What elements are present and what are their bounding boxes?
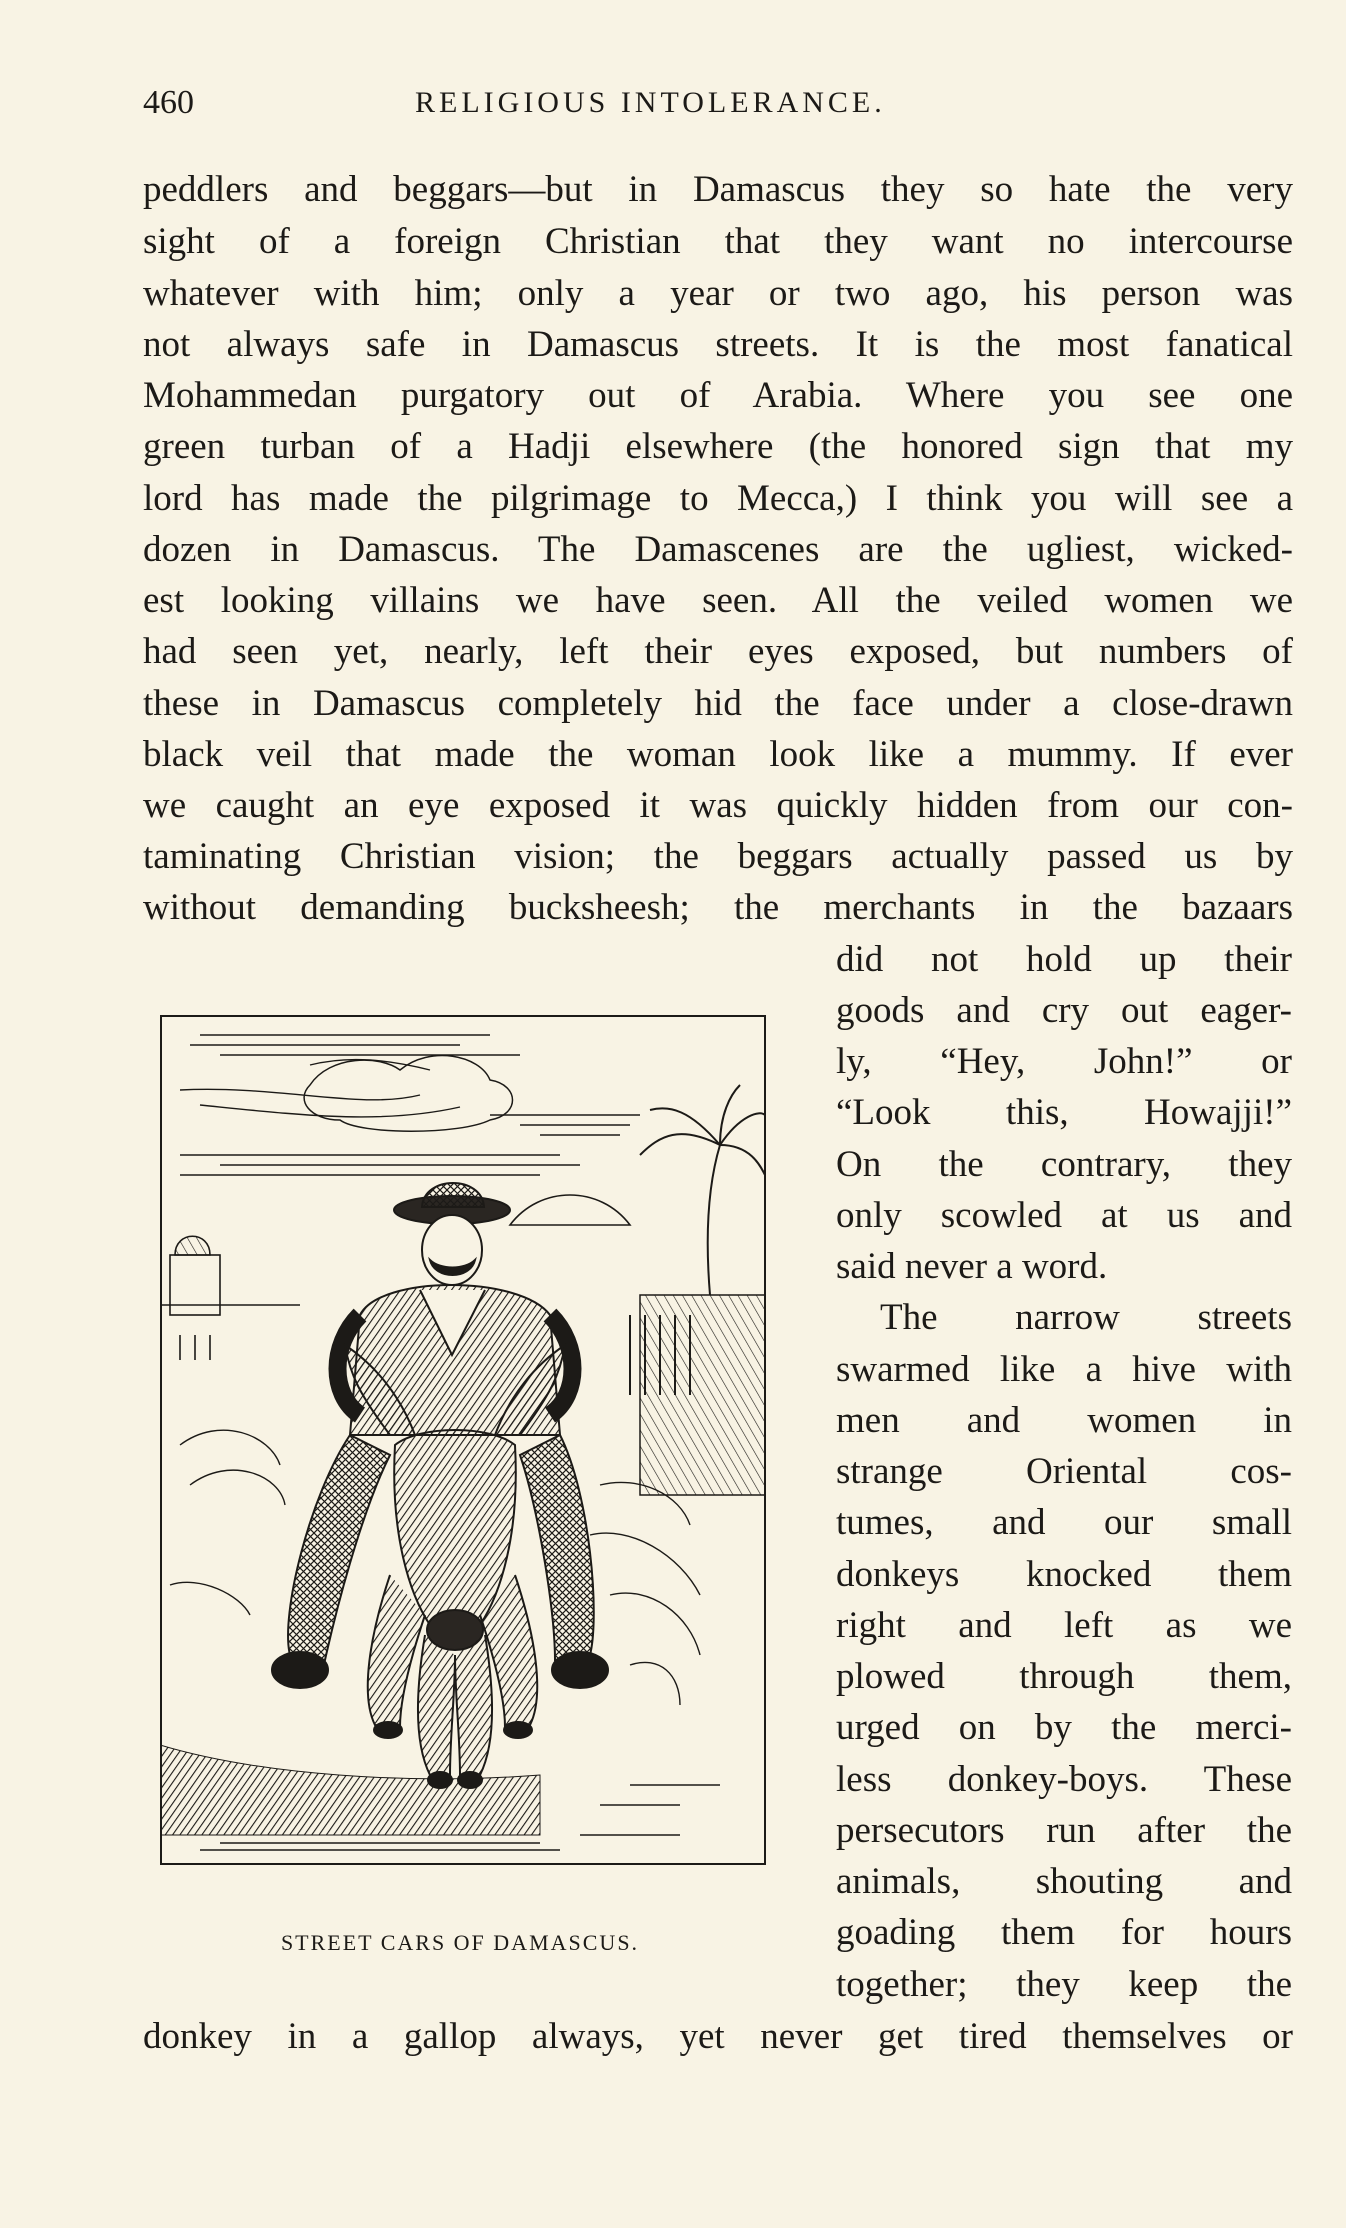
text-line: persecutors run after the [836,1810,1292,1851]
text-line: these in Damascus completely hid the face under a close-drawn [143,683,1293,724]
text-line: est looking villains we have seen. All the veiled women we [143,580,1293,621]
text-line: peddlers and beggars—but in Damascus they so hate the very [143,169,1293,210]
text-line: swarmed like a hive with [836,1349,1292,1390]
figure-caption: STREET CARS OF DAMASCUS. [280,1930,640,1955]
text-line: strange Oriental cos- [836,1451,1292,1492]
text-line: donkey in a gallop always, yet never get tired themselves or [143,2016,1293,2057]
text-line: only scowled at us and [836,1195,1292,1236]
text-line: together; they keep the [836,1964,1292,2005]
text-line: donkeys knocked them [836,1554,1292,1595]
engraving-illustration [160,1015,766,1865]
text-line: we caught an eye exposed it was quickly hidden from our con- [143,785,1293,826]
text-line: dozen in Damascus. The Damascenes are the ugliest, wicked- [143,529,1293,570]
running-head: RELIGIOUS INTOLERANCE. [415,86,886,119]
text-line: men and women in [836,1400,1292,1441]
text-line: The narrow streets [880,1297,1292,1338]
text-line: less donkey-boys. These [836,1759,1292,1800]
text-line: right and left as we [836,1605,1292,1646]
text-line: taminating Christian vision; the beggars actually passed us by [143,836,1293,877]
text-line: whatever with him; only a year or two ago, his person was [143,273,1293,314]
text-line: goading them for hours [836,1912,1292,1953]
text-line: ly, “Hey, John!” or [836,1041,1292,1082]
text-line: black veil that made the woman look like a mummy. If ever [143,734,1293,775]
text-line: sight of a foreign Christian that they want no intercourse [143,221,1293,262]
text-line: without demanding bucksheesh; the merchants in the bazaars [143,887,1293,928]
page-number: 460 [143,84,194,121]
text-line: Mohammedan purgatory out of Arabia. Where you see one [143,375,1293,416]
text-line: urged on by the merci- [836,1707,1292,1748]
text-line: plowed through them, [836,1656,1292,1697]
text-line: goods and cry out eager- [836,990,1292,1031]
text-line: tumes, and our small [836,1502,1292,1543]
text-line: On the contrary, they [836,1144,1292,1185]
text-line: said never a word. [836,1246,1108,1287]
text-line: “Look this, Howajji!” [836,1092,1292,1133]
page-header [143,78,1293,128]
text-line: green turban of a Hadji elsewhere (the honored sign that my [143,426,1293,467]
text-line: lord has made the pilgrimage to Mecca,) I think you will see a [143,478,1293,519]
text-line: did not hold up their [836,939,1292,980]
text-line: had seen yet, nearly, left their eyes exposed, but numbers of [143,631,1293,672]
text-line: not always safe in Damascus streets. It is the most fanatical [143,324,1293,365]
text-line: animals, shouting and [836,1861,1292,1902]
